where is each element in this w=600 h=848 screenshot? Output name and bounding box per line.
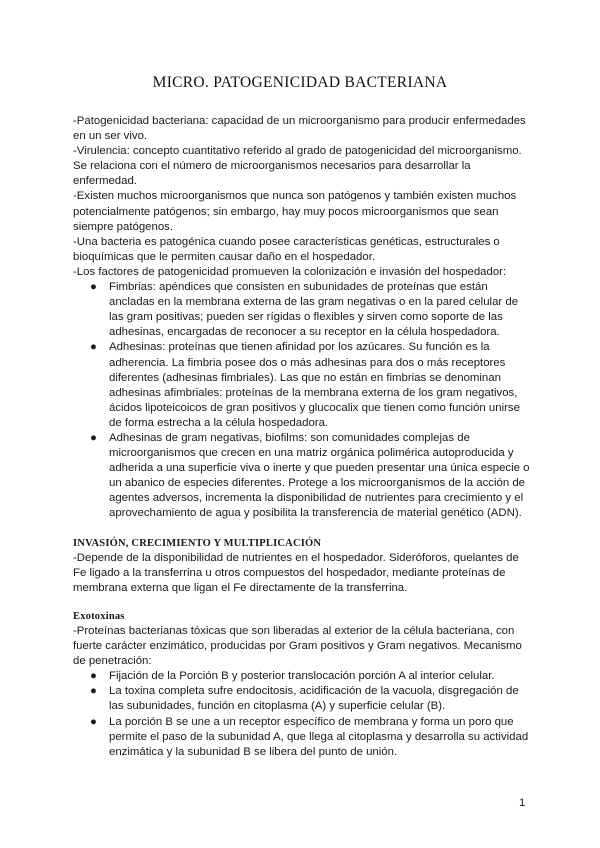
document-body	[73, 114, 535, 760]
page-number: 1	[519, 797, 526, 809]
paragraph-exotoxinas: -Proteínas bacterianas tóxicas que son liberadas al exterior de la célula bacteriana, con fuerte carácter enzimático, producidas por Gram positivos y Gram negativos. Mecanismo de penetración:	[73, 625, 522, 668]
bullet-icon: ●	[90, 670, 97, 683]
bullet-icon: ●	[90, 685, 97, 698]
list-item: ● Fijación de la Porción B y posterior translocación porción A al interior celular.	[73, 669, 535, 684]
paragraph-patogenicidad: -Patogenicidad bacteriana: capacidad de un microorganismo para producir enfermedades en un ser vivo.	[73, 115, 526, 143]
bullet-icon: ●	[90, 281, 97, 294]
list-item: ● La porción B se une a un receptor específico de membrana y forma un poro que permite el paso de la subunidad A, que llega al citoplasma y desarrolla su actividad enzimática y la subunidad B se libera del punto de unión.	[90, 715, 529, 758]
bullet-icon: ●	[90, 341, 97, 354]
paragraph-bacteria-patogenica: -Una bacteria es patogénica cuando posee características genéticas, estructurales o bioquímicas que le permiten causar daño en el hospedador.	[73, 235, 500, 263]
bullet-icon: ●	[90, 431, 97, 444]
bullet-icon: ●	[90, 715, 97, 728]
exotoxin-list	[73, 669, 535, 760]
page-title: MICRO. PATOGENICIDAD BACTERIANA	[152, 74, 448, 91]
paragraph-invasion: -Depende de la disponibilidad de nutrientes en el hospedador. Sideróforos, quelantes de Fe ligado a la transferrina u otros compuestos del hospedador, mediante proteínas de membrana externa que ligan el Fe directamente de la transferrina.	[73, 551, 519, 594]
paragraph-microorganismos: -Existen muchos microorganismos que nunca son patógenos y también existen muchos potencialmente patógenos; sin embargo, hay muy pocos microorganismos que sean siempre patógenos.	[73, 190, 517, 233]
list-item: ● Adhesinas: proteínas que tienen afinidad por los azúcares. Su función es la adherencia. La fimbria posee dos o más adhesinas para dos o más receptores diferentes (adhesinas fimbriales). Las que no están en fimbrias se denominan adhesinas afimbriales: proteínas de la membrana externa de los gram negativos, ácidos lipoteicoicos de gran positivos y glucocalix que tienen como función unirse de forma estrecha a la célula hospedadora.	[90, 341, 520, 429]
section-heading-exotoxinas: Exotoxinas	[73, 610, 125, 622]
list-item: ● Adhesinas de gram negativas, biofilms: son comunidades complejas de microorganismos que crecen en una matriz orgánica polimérica autoproducida y adherida a una superficie viva o inerte y que pueden presentar una única especie o un abanico de especies diferentes. Protege a los microorganismos de la acción de agentes adversos, incrementa la disponibilidad de nutrientes para crecimiento y el aprovechamiento de agua y posibilita la transferencia de material genético (ADN).	[90, 431, 530, 520]
list-item: ● La toxina completa sufre endocitosis, acidificación de la vacuola, disgregación de las subunidades, función en citoplasma (A) y superficie celular (B).	[90, 685, 519, 713]
factors-list	[73, 280, 535, 522]
paragraph-factores: -Los factores de patogenicidad promueven la colonización e invasión del hospedador:	[73, 265, 507, 278]
list-item: ● Fimbrias: apéndices que consisten en subunidades de proteínas que están ancladas en la membrana externa de las gram negativas o en la pared celular de las gram positivas; pueden ser rígidas o flexibles y sirven como soporte de las adhesinas, encargadas de reconocer a su receptor en la célula hospedadora.	[90, 281, 519, 339]
paragraph-virulencia: -Virulencia: concepto cuantitativo referido al grado de patogenicidad del microorganismo. Se relaciona con el número de microorganismos necesarios para desarrollar la enfermedad.	[73, 145, 522, 188]
section-heading-invasion: INVASIÓN, CRECIMIENTO Y MULTIPLICACIÓN	[73, 537, 322, 549]
